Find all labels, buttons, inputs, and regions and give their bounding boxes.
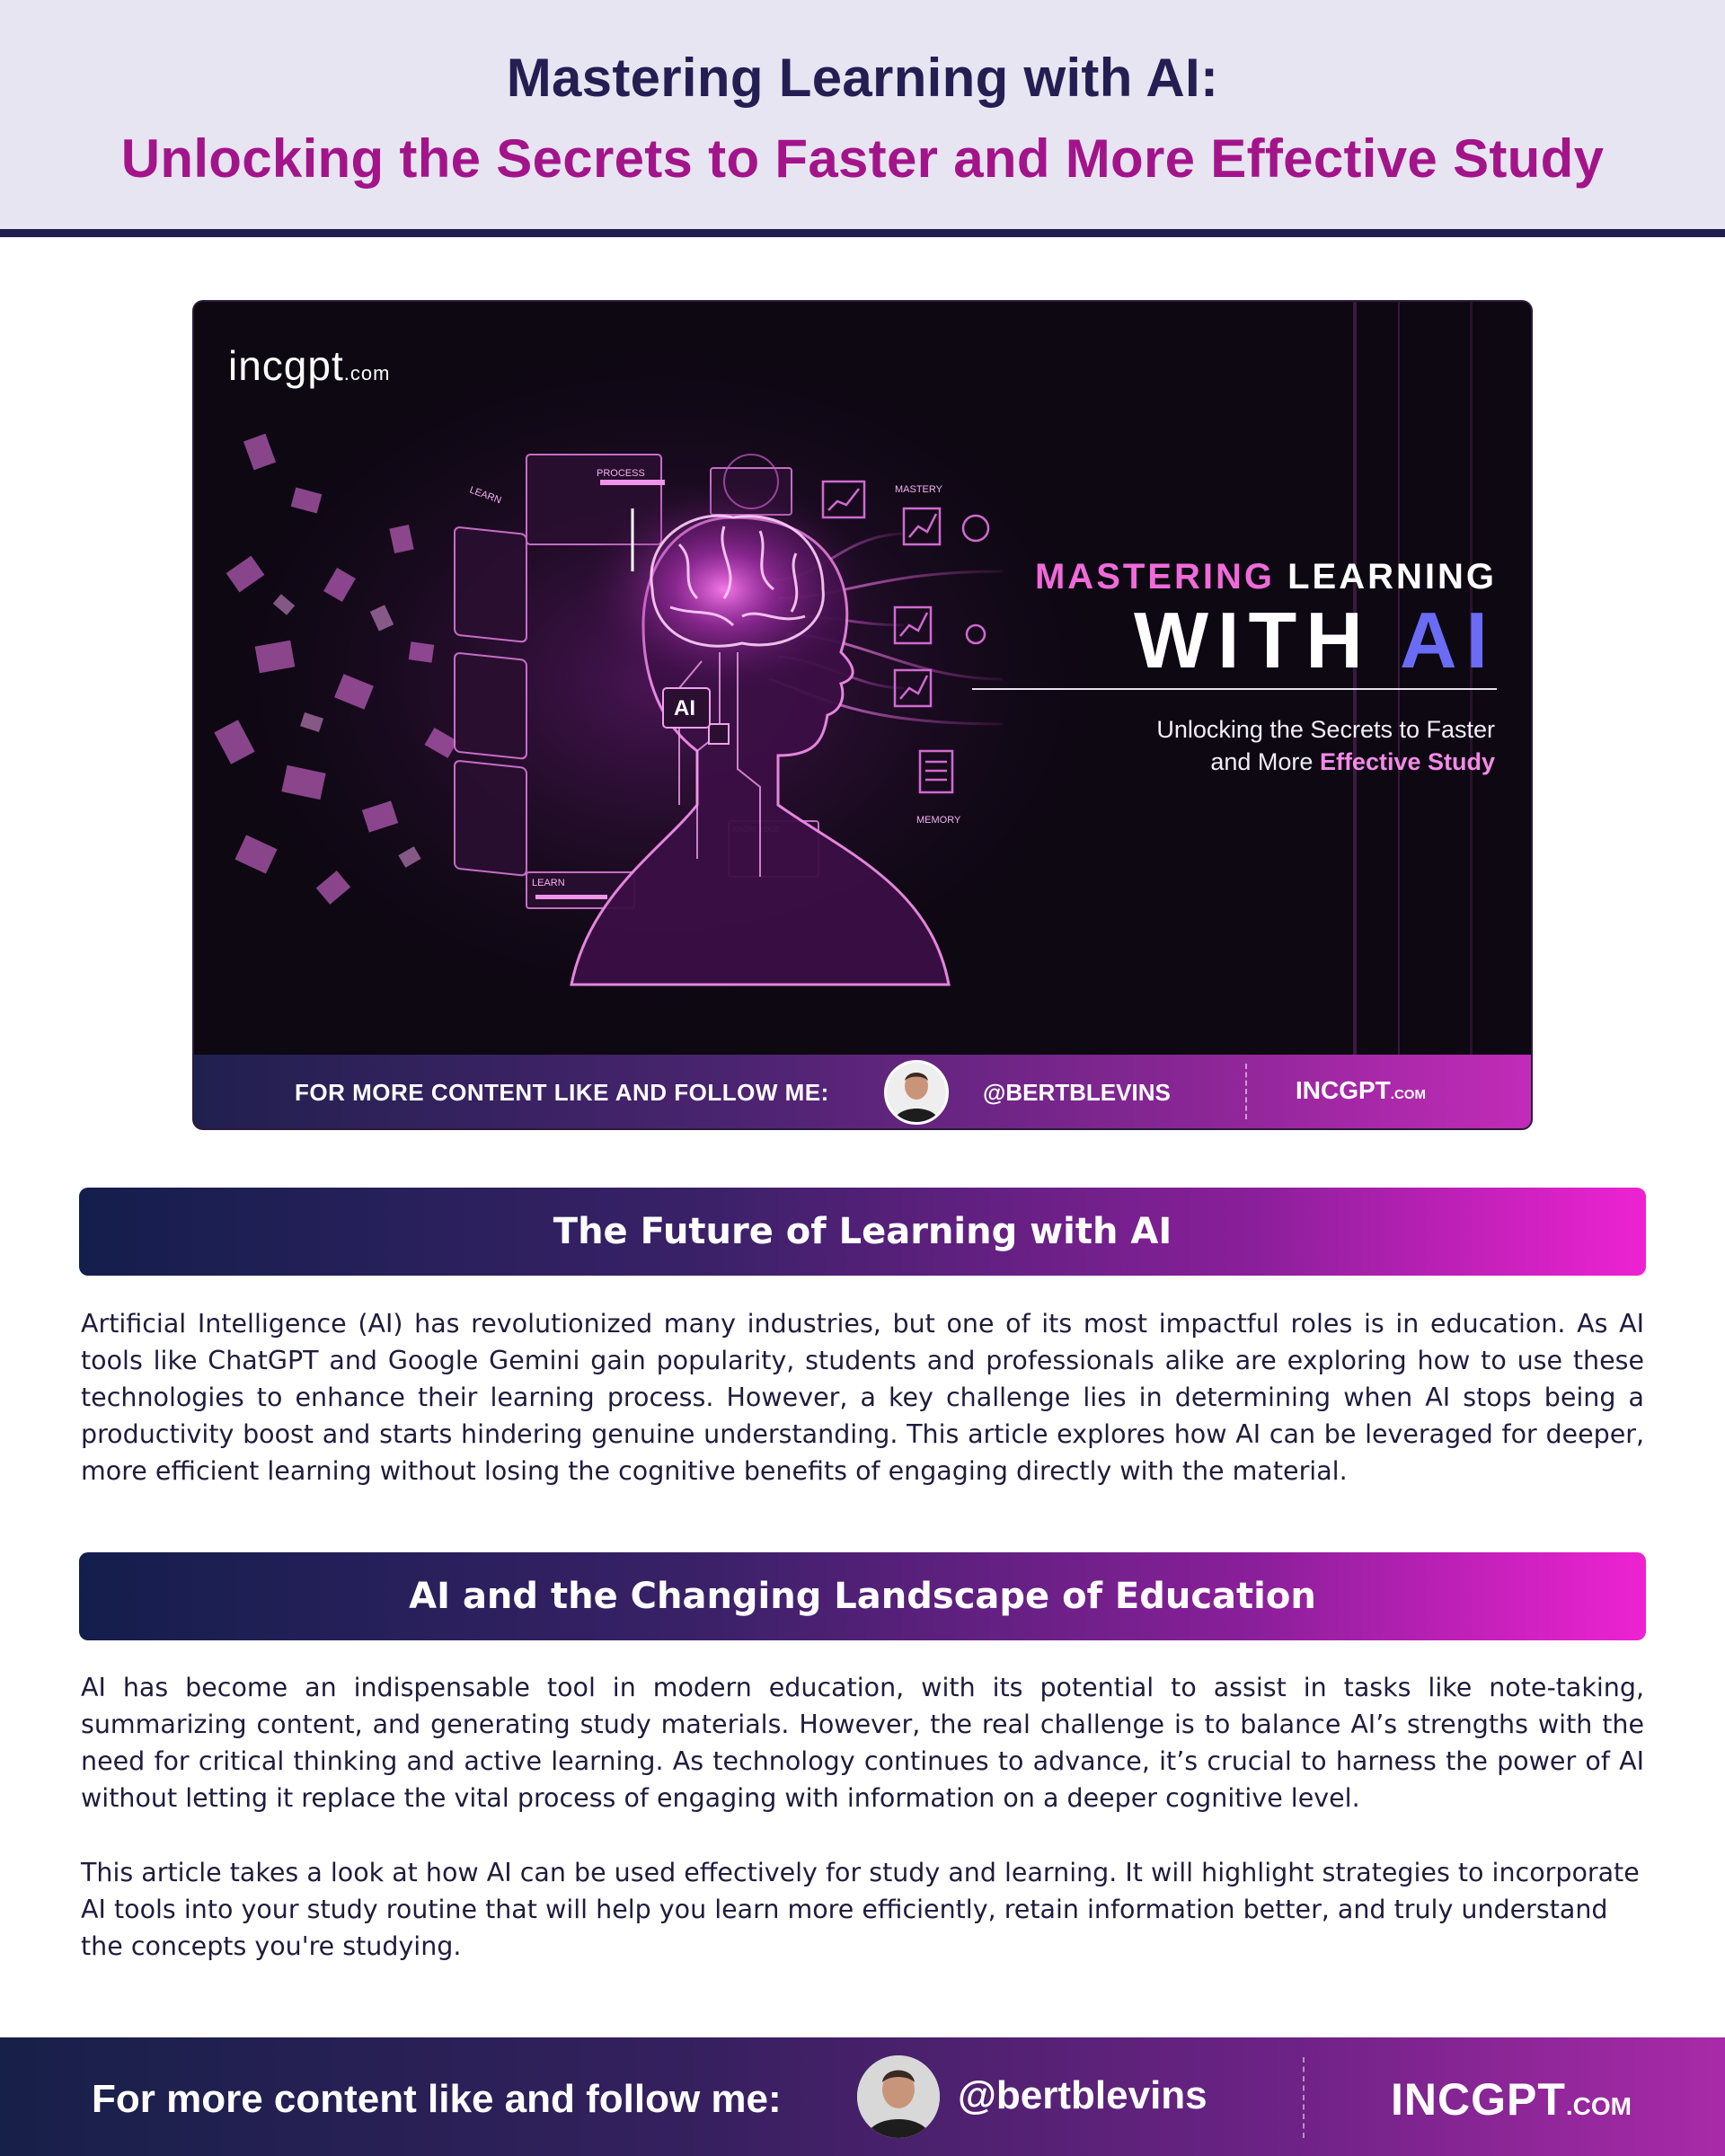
page-header bbox=[0, 0, 1725, 237]
hero-divider bbox=[972, 688, 1497, 690]
section-paragraph: This article takes a look at how AI can be used effectively for study and learning. It will highlight strategies to incorporate AI tools into your study routine that will help you learn more efficiently, retain information better, and truly understand the concepts you're studying. bbox=[81, 1858, 1640, 1961]
page-subtitle: Unlocking the Secrets to Faster and More Effective Study bbox=[120, 128, 1605, 189]
hero-handle-link[interactable]: @BERTBLEVINS bbox=[983, 1079, 1171, 1106]
hero-site-link[interactable]: INCGPT.COM bbox=[1296, 1076, 1426, 1104]
page-footer bbox=[0, 2037, 1725, 2156]
illustration-label-learn: LEARN bbox=[467, 484, 503, 507]
divider bbox=[1245, 1064, 1247, 1119]
illustration-label-memory: MEMORY bbox=[916, 815, 961, 826]
brand-logo[interactable]: incgpt.com bbox=[228, 342, 391, 389]
footer-follow-cta: For more content like and follow me: bbox=[92, 2077, 782, 2121]
footer-site-link[interactable]: INCGPT.COM bbox=[1391, 2074, 1632, 2125]
hero-headline-line2: WITH AI bbox=[1134, 596, 1497, 685]
footer-handle-link[interactable]: @bertblevins bbox=[958, 2073, 1208, 2117]
divider bbox=[1303, 2057, 1305, 2138]
hero-headline-line1: MASTERING LEARNING bbox=[1034, 557, 1497, 596]
section-paragraph: AI has become an indispensable tool in modern education, with its potential to assist in tasks like note-taking, summarizing content, and generating study materials. However, the real challenge is to balance AI’s strengths with the need for critical thinking and active learning. As technology continues to advance, it’s crucial to harness the power of AI without letting it replace the vital process of engaging with information on a deeper cognitive level. bbox=[81, 1673, 1644, 1813]
avatar[interactable] bbox=[857, 2055, 940, 2138]
section-paragraph: Artificial Intelligence (AI) has revolutionized many industries, but one of its most impactful roles is in education. As AI tools like ChatGPT and Google Gemini gain popularity, students and professionals alike are exploring how to use these technologies to enhance their learning process. However, a key challenge lies in determining when AI stops being a productivity boost and starts hindering genuine understanding. This article explores how AI can be leveraged for deeper, more efficient learning without losing the cognitive benefits of engaging directly with the material. bbox=[81, 1309, 1644, 1486]
page-title: Mastering Learning with AI: bbox=[506, 48, 1219, 108]
hero-follow-bar bbox=[194, 1055, 1531, 1128]
illustration-label-ai: AI bbox=[674, 696, 695, 720]
section-heading: AI and the Changing Landscape of Education bbox=[79, 1552, 1646, 1640]
hero-subtitle: Unlocking the Secrets to Faster and More Effective Study bbox=[1156, 716, 1495, 775]
illustration-label-learn-2: LEARN bbox=[532, 878, 565, 888]
avatar[interactable] bbox=[884, 1060, 949, 1125]
hero-banner bbox=[194, 302, 1531, 1128]
section-heading: The Future of Learning with AI bbox=[79, 1188, 1646, 1276]
illustration-label-process: PROCESS bbox=[597, 468, 645, 479]
illustration-label-mastery: MASTERY bbox=[895, 484, 942, 495]
hero-follow-cta: FOR MORE CONTENT LIKE AND FOLLOW ME: bbox=[295, 1079, 829, 1106]
